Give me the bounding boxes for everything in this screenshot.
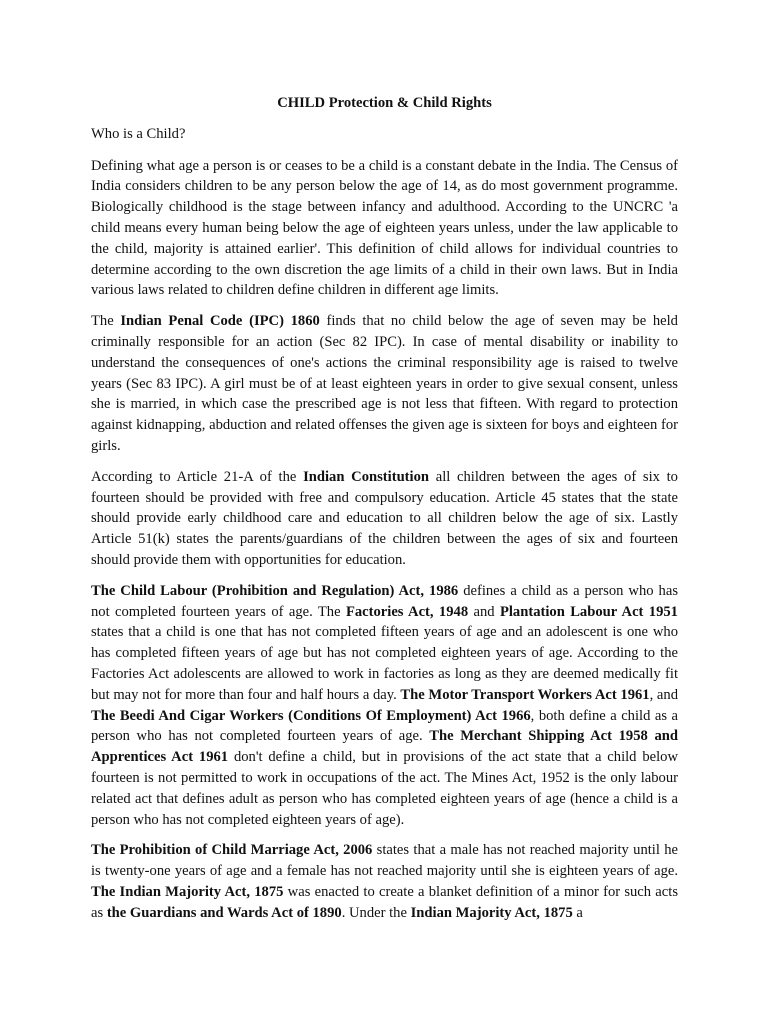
text-span: . Under the [341,904,411,921]
paragraph-definition: Defining what age a person is or ceases to be a child is a constant debate in the India. The Census of India considers children to be any person below the age of 14, as do most government programme. Biologically childhood is the stage between infancy and adulthood. According to the UNCRC 'a child means every human being below the age of eighteen years unless, under the law applicable to the child, majority is attained earlier'. This definition of child allows for individual countries to determine according to the own discretion the age limits of a child in their own laws. But in India various laws related to children define children in different age limits. [91,157,678,299]
document-title: CHILD Protection & Child Rights [277,95,492,111]
text-span: states that a male has not reached majority until he is twenty-one years of age and a female has not reached majority until she is eighteen years of age. [91,842,678,880]
paragraph-child-marriage [91,840,678,923]
text-span: The [91,313,121,330]
text-span: defines a child as a person who has not completed fourteen years of age. The [91,582,678,620]
paragraph-child-labour [91,581,678,831]
text-span: was enacted to create a blanket definition of a minor for such acts as [91,883,679,921]
bold-term-merchant-shipping-act: The Merchant Shipping Act 1958 and Apprentices Act 1961 [91,728,678,766]
paragraph-ipc [91,311,678,457]
bold-term-motor-transport-act: The Motor Transport Workers Act 1961 [400,686,650,703]
bold-term-plantation-act: Plantation Labour Act 1951 [499,603,678,620]
bold-term-constitution: Indian Constitution [303,468,430,485]
bold-term-beedi-act: The Beedi And Cigar Workers (Conditions Of Employment) Act 1966 [91,707,531,724]
bold-term-child-labour-act: The Child Labour (Prohibition and Regulation) Act, 1986 [91,582,459,599]
text-span: and [468,603,500,620]
text-span: don't define a child, but in provisions of the act state that a child below fourteen is not permitted to work in occupations of the act. The Mines Act, 1952 is the only labour related act that defines adult as person who has completed eighteen years of age (hence a child is a person who has not completed eighteen years of age). [91,749,678,828]
text-span: According to Article 21-A of the [91,468,304,485]
text-span: all children between the ages of six to fourteen should be provided with free and compulsory education. Article 45 states that the state should provide early childhood care and education to all children below the age of six. Lastly Article 51(k) states the parents/guardians of the children between the ages of six and fourteen should provide them with opportunities for education. [91,468,678,568]
bold-term-child-marriage-act: The Prohibition of Child Marriage Act, 2006 [91,842,373,859]
bold-term-guardians-act: the Guardians and Wards Act of 1890 [106,904,342,921]
text-span: , both define a child as a person who has not completed fourteen years of age. [91,707,678,745]
text-span: finds that no child below the age of seven may be held criminally responsible for an action (Sec 82 IPC). In case of mental disability or inability to understand the consequences of one's actions the criminal responsibility age is raised to twelve years (Sec 83 IPC). A girl must be of at least eighteen years in order to give sexual consent, unless she is married, in which case the prescribed age is not less that fifteen. With regard to protection against kidnapping, abduction and related offenses the given age is sixteen for boys and eighteen for girls. [91,313,678,454]
text-span: a [572,904,583,921]
text-span: states that a child is one that has not completed fifteen years of age and an adolescent is one who has completed fifteen years of age but has not completed eighteen years of age. According to the Factories Act adolescents are allowed to work in factories as long as they are deemed medically fit but may not for more than four and half hours a day. [91,624,678,703]
paragraph-constitution [91,467,678,571]
bold-term-majority-act: The Indian Majority Act, 1875 [91,883,284,900]
bold-term-majority-act-2: Indian Majority Act, 1875 [410,904,573,921]
bold-term-factories-act: Factories Act, 1948 [345,603,469,620]
document-page [91,93,678,933]
bold-term-ipc: Indian Penal Code (IPC) 1860 [120,313,320,330]
section-heading: Who is a Child? [91,125,186,142]
text-span: , and [649,686,678,703]
